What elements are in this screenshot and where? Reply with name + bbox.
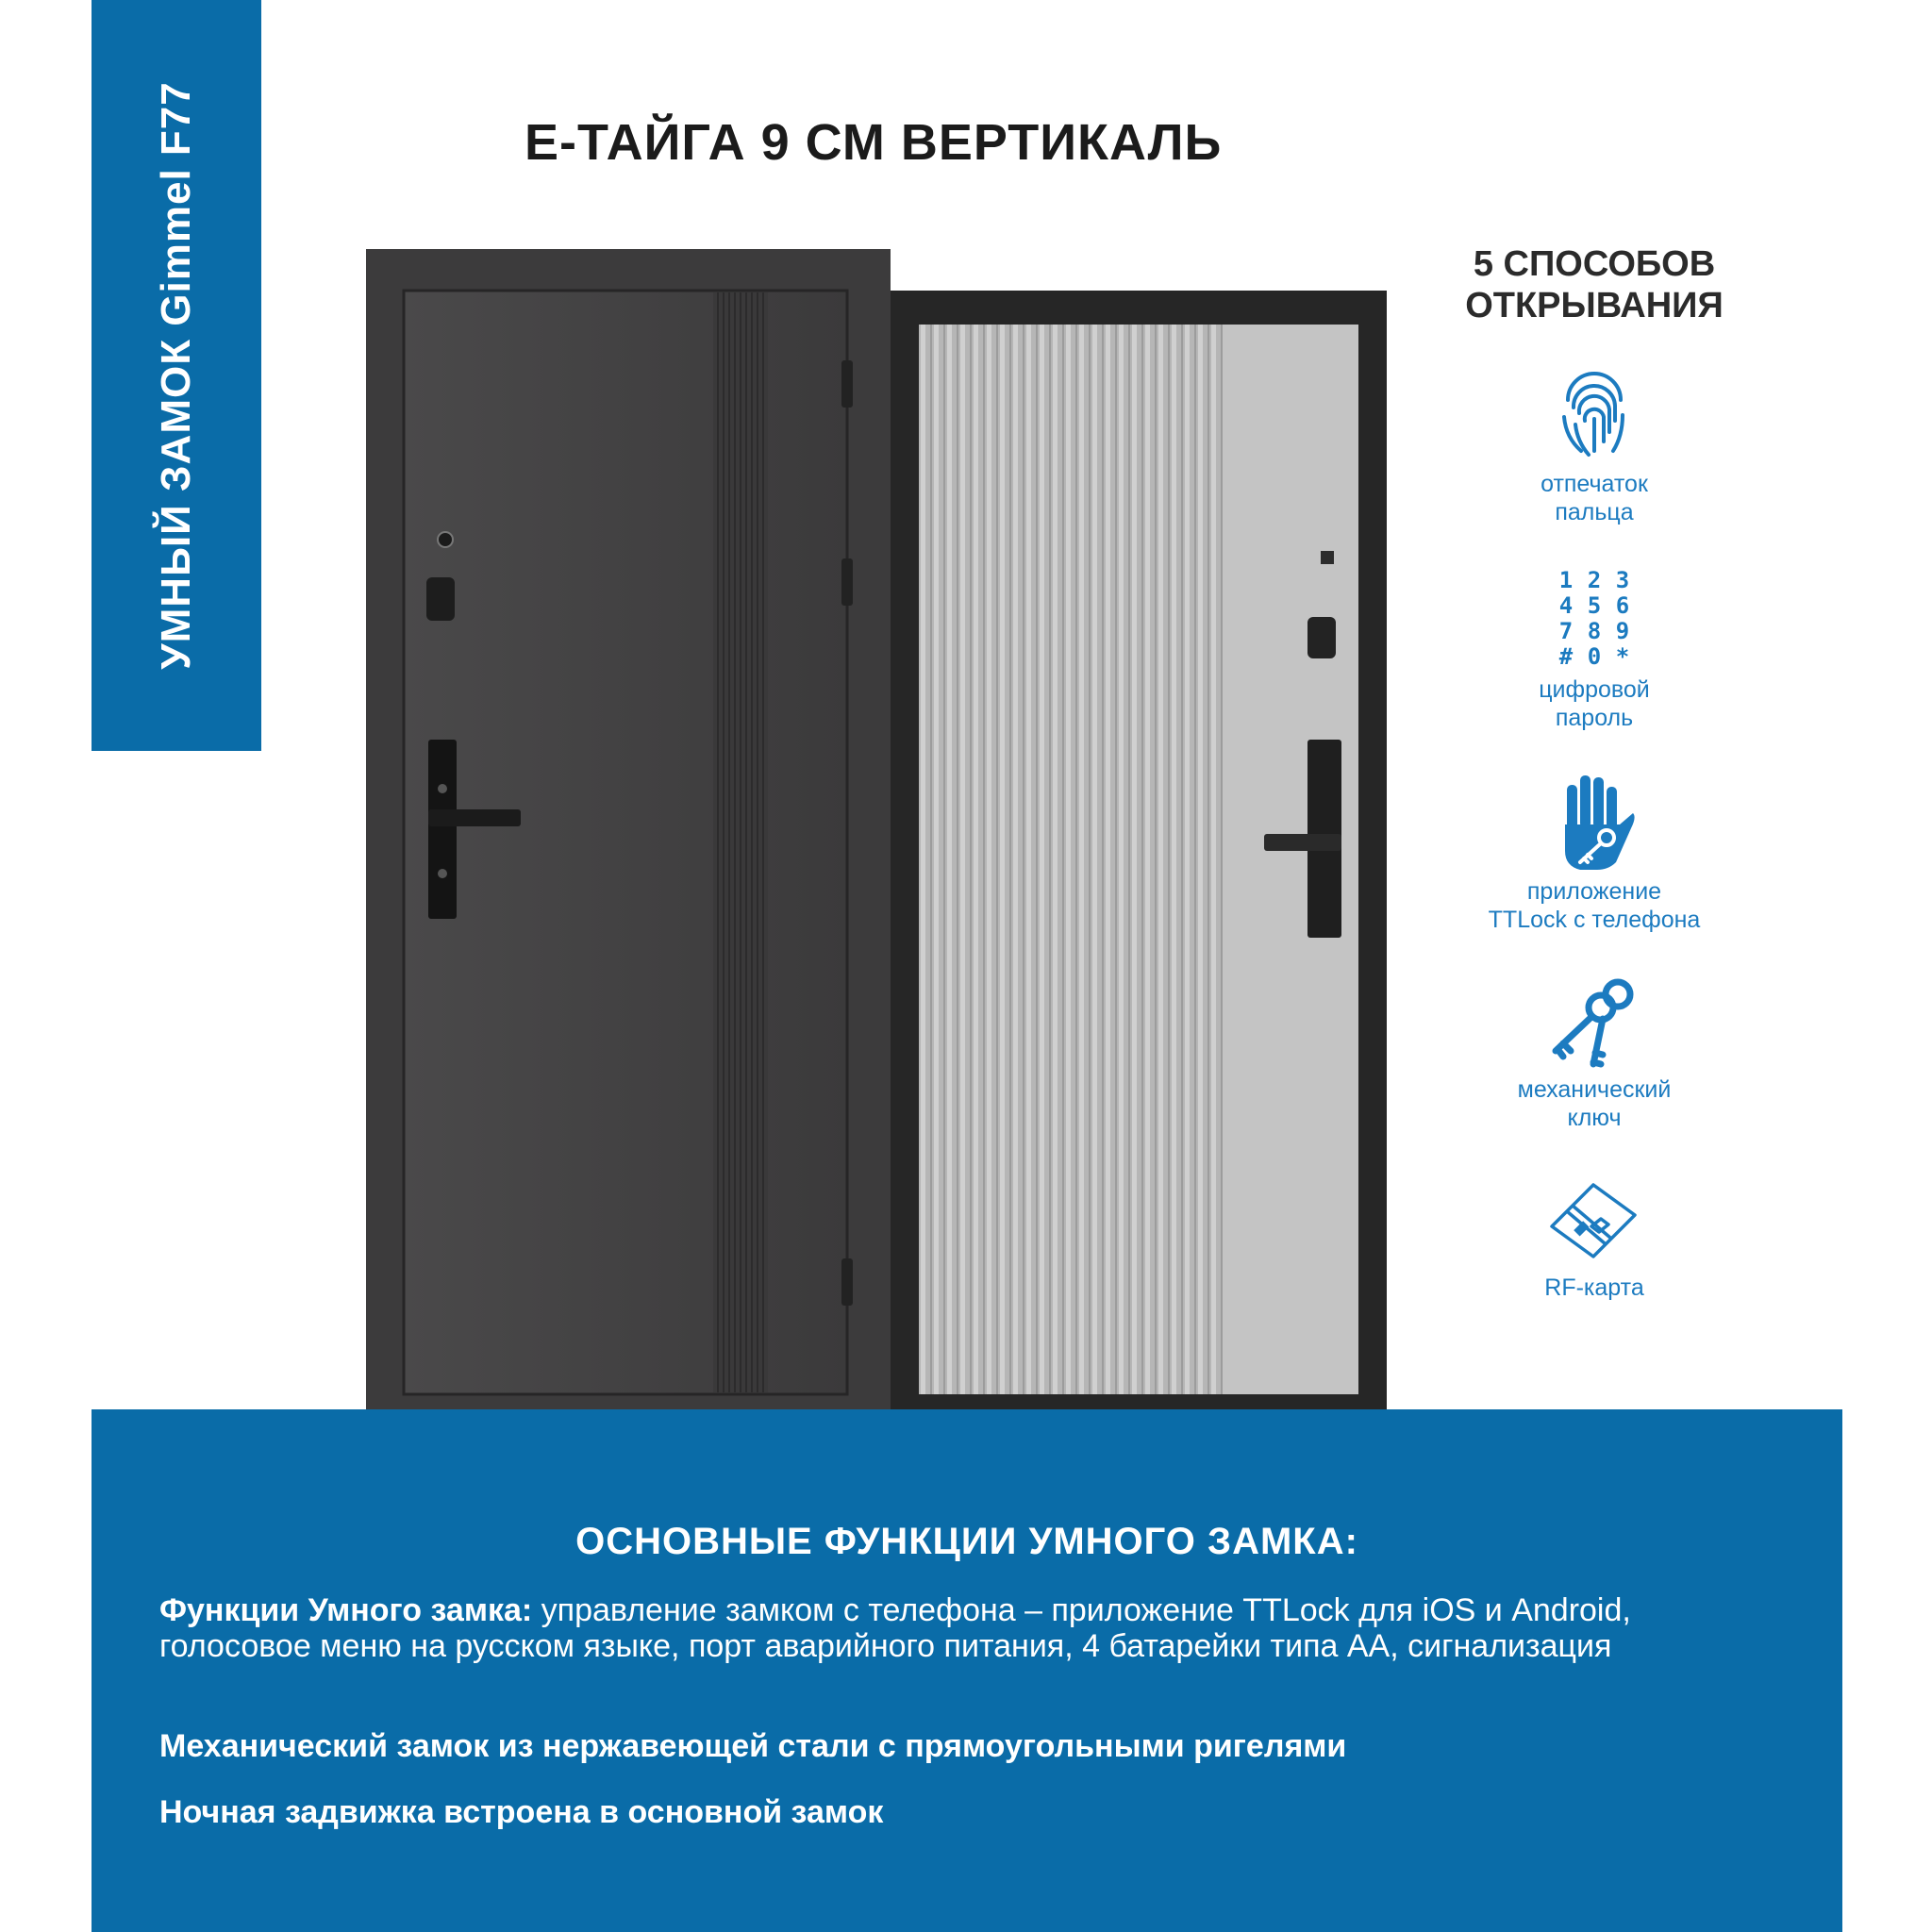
key-1: 1 — [1558, 567, 1574, 593]
inner-lever-handle — [1264, 834, 1341, 851]
inner-thumbturn — [1321, 551, 1334, 564]
outer-door — [366, 249, 891, 1409]
outer-smart-lock-body — [428, 740, 457, 919]
key-7: 7 — [1558, 618, 1574, 644]
keypad-icon — [1396, 568, 1792, 670]
method-label: отпечаток пальца — [1541, 471, 1648, 525]
inner-door-ribs — [919, 325, 1223, 1394]
peephole — [438, 532, 453, 547]
method-label: приложение TTLock с телефона — [1488, 878, 1701, 933]
hinge-bottom — [841, 1258, 853, 1306]
outer-lever-handle — [428, 809, 521, 826]
key-8: 8 — [1587, 618, 1602, 644]
method-rf-card — [1396, 1174, 1792, 1302]
outer-door-stripe — [713, 292, 768, 1392]
hinge-middle — [841, 558, 853, 606]
smart-lock-functions-lead: Функции Умного замка: — [159, 1592, 533, 1628]
method-label: RF-карта — [1544, 1274, 1644, 1301]
key-hash: # — [1558, 643, 1574, 670]
inner-cylinder-cover — [1307, 617, 1336, 658]
night-latch-text: Ночная задвижка встроена в основной замок — [159, 1794, 884, 1830]
keys-icon — [1542, 975, 1646, 1070]
key-5: 5 — [1587, 592, 1602, 619]
hinge-top — [841, 360, 853, 408]
key-6: 6 — [1615, 592, 1630, 619]
method-mechanical-key — [1396, 975, 1792, 1132]
functions-title: ОСНОВНЫЕ ФУНКЦИИ УМНОГО ЗАМКА: — [575, 1521, 1358, 1562]
outer-cylinder-cover — [426, 577, 455, 621]
method-label: механический ключ — [1517, 1076, 1672, 1131]
method-fingerprint — [1396, 360, 1792, 526]
side-tab-label: УМНЫЙ ЗАМОК Gimmel F77 — [153, 81, 199, 670]
functions-panel — [92, 1409, 1842, 1932]
key-2: 2 — [1587, 567, 1602, 593]
method-app — [1396, 772, 1792, 934]
key-4: 4 — [1558, 592, 1574, 619]
key-0: 0 — [1587, 643, 1602, 670]
outer-lock-keyhole — [438, 869, 447, 878]
key-star: * — [1615, 643, 1630, 670]
smart-lock-functions-text: управление замком с телефона – приложение TTLock для iOS и Android, голосовое меню на русском языке, порт аварийного питания, 4 батарейки типа АА, сигнализация — [159, 1592, 1631, 1664]
doors-illustration — [366, 249, 1387, 1409]
hand-key-icon — [1552, 772, 1637, 872]
key-3: 3 — [1615, 567, 1630, 593]
fingerprint-icon — [1557, 360, 1632, 464]
smart-lock-functions — [159, 1592, 1782, 1664]
outer-door-leaf — [404, 291, 847, 1394]
outer-lock-sensor — [438, 784, 447, 793]
methods-title: 5 СПОСОБОВ ОТКРЫВАНИЯ — [1465, 244, 1724, 325]
card-icon — [1542, 1174, 1646, 1268]
key-9: 9 — [1615, 618, 1630, 644]
method-label: цифровой пароль — [1539, 676, 1650, 731]
inner-door — [891, 291, 1387, 1409]
page-title: Е-ТАЙГА 9 СМ ВЕРТИКАЛЬ — [525, 114, 1223, 171]
mechanical-lock-text: Механический замок из нержавеющей стали с прямоугольными ригелями — [159, 1728, 1347, 1764]
method-keypad — [1396, 568, 1792, 732]
